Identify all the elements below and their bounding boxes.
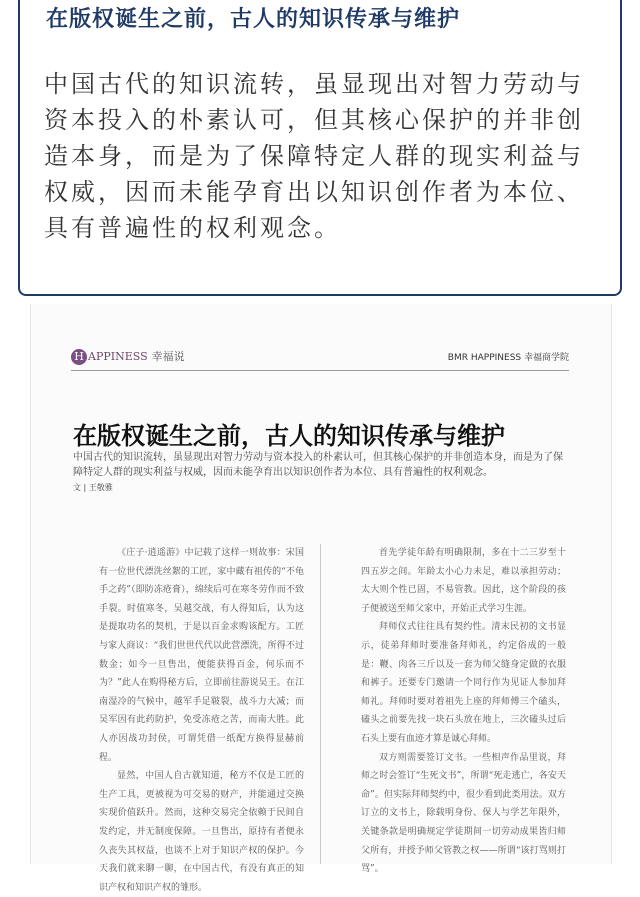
article-column-left xyxy=(99,544,304,897)
paragraph: 拜师仪式往往具有契约性。清末民初的文书显示，徒弟拜师时要准备拜师礼，约定俗成的一般是：鞭、肉各三斤以及一套为师父缝身定做的衣服和裤子。还要专门邀请一个同行作为见证人参加拜师礼。拜师时要对着祖先上座的拜师傅三个磕头，磕头之前要先找一块石头放在地上，三次磕头过后石头上要有血迹才算是诚心拜师。 xyxy=(361,622,566,744)
logo-cn-text: 幸福说 xyxy=(151,350,185,363)
article-title: 在版权诞生之前，古人的知识传承与维护 xyxy=(73,421,505,450)
paragraph: 《庄子·逍遥游》中记载了这样一则故事：宋国有一位世代漂洗丝絮的工匠，家中藏有祖传的“不龟手之药”（即防冻疮膏），绵续后可在寒冬劳作而不致手裂。时值寒冬，吴越交战，有人得知后，认为这是提取功名的契机，于是以百金求购该配方。工匠与家人商议：“我们世世代代以此营漂洗，所得不过数金；如今一旦售出，便能获得百金，何乐而不为？”此人在购得秘方后，立即前往游说吴王。在江南湿冷的气候中，越军手足皲裂，战斗力大减；而吴军因有此药防护，免受冻疮之苦，而南大胜。此人亦因战功封侯，可谓凭借一纸配方换得显赫前程。 xyxy=(99,548,304,763)
summary-card xyxy=(18,0,622,296)
paragraph: 显然，中国人自古就知道，秘方不仅是工匠的生产工具，更被视为可交易的财产，并能通过交换实现价值跃升。然而，这种交易完全依赖于民间自发约定，并无制度保障。一旦售出，原持有者便永久丧失其权益，也谈不上对于知识产权的保护。今天我们就来聊一聊，在中国古代，有没有真正的知识产权和知识产权的雏形。 xyxy=(99,771,304,893)
article-column-right xyxy=(361,544,566,879)
magazine-page xyxy=(30,304,612,893)
card-title: 在版权诞生之前，古人的知识传承与维护 xyxy=(46,7,461,32)
logo-text: APPINESS xyxy=(88,350,148,363)
logo-h-icon: H xyxy=(71,349,87,365)
paragraph: 双方则需要签订文书。一些相声作品里说，拜师之时会签订“生死文书”，所谓“死走逃亡，各安天命”。但实际拜师契约中，很少看到此类用法。双方订立的文书上，除载明身份、保人与学艺年限外，关键条款是明确规定学徒期间一切劳动成果皆归师父所有，并授予师父管教之权——所谓“该打骂则打骂”。 xyxy=(361,752,566,875)
paragraph: 首先学徒年龄有明确限制，多在十二三岁至十四五岁之间。年龄太小心力未足，难以承担劳动；太大则个性已固，不易管教。因此，这个阶段的孩子便被送至师父家中，开始正式学习生涯。 xyxy=(361,548,566,614)
article-lead: 中国古代的知识流转，虽显现出对智力劳动与资本投入的朴素认可，但其核心保护的并非创造本身，而是为了保障特定人群的现实利益与权威，因而未能孕育出以知识创作者为本位、具有普遍性的权利观念。 xyxy=(73,452,563,478)
card-body-text: 中国古代的知识流转，虽显现出对智力劳动与资本投入的朴素认可，但其核心保护的并非创造本身，而是为了保障特定人群的现实利益与权威，因而未能孕育出以知识创作者为本位、具有普遍性的权利观念。 xyxy=(44,70,584,242)
article-author: 文 | 王敬雅 xyxy=(73,483,113,492)
magazine-brand: BMR HAPPINESS 幸福商学院 xyxy=(447,353,569,363)
magazine-header xyxy=(71,346,569,371)
magazine-logo xyxy=(71,348,185,365)
column-divider xyxy=(320,544,321,864)
